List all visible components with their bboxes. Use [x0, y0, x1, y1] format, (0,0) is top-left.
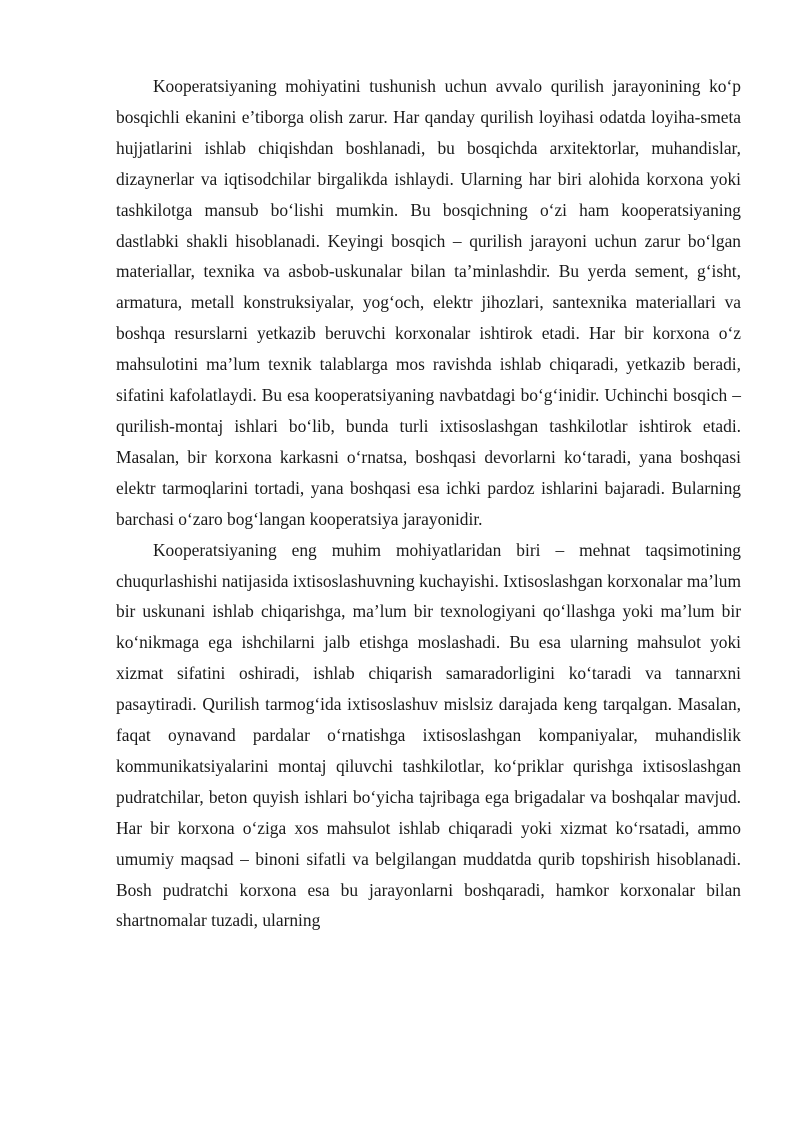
paragraph-2: Kooperatsiyaning eng muhim mohiyatlaridan biri – mehnat taqsimotining chuqurlashishi natijasida ixtisoslashuvning kuchayishi. Ixtisoslashgan korxonalar ma’lum bir uskunani ishlab chiqarishga, ma’lum bir texnologiyani qo‘llashga yoki ma’lum bir ko‘nikmaga ega ishchilarni jalb etishga moslashadi. Bu esa ularning mahsulot yoki xizmat sifatini oshiradi, ishlab chiqarish samaradorligini ko‘taradi va tannarxni pasaytiradi. Qurilish tarmog‘ida ixtisoslashuv mislsiz darajada keng tarqalgan. Masalan, faqat oynavand pardalar o‘rnatishga ixtisoslashgan kompaniyalar, muhandislik kommunikatsiyalarini montaj qiluvchi tashkilotlar, ko‘priklar qurishga ixtisoslashgan pudratchilar, beton quyish ishlari bo‘yicha tajribaga ega brigadalar va boshqalar mavjud. Har bir korxona o‘ziga xos mahsulot ishlab chiqaradi yoki xizmat ko‘rsatadi, ammo umumiy maqsad – binoni sifatli va belgilangan muddatda qurib topshirish hisoblanadi. Bosh pudratchi korxona esa bu jarayonlarni boshqaradi, hamkor korxonalar bilan shartnomalar tuzadi, ularning [116, 539, 741, 931]
paragraph-1: Kooperatsiyaning mohiyatini tushunish uchun avvalo qurilish jarayonining ko‘p bosqichli ekanini e’tiborga olish zarur. Har qanday qurilish loyihasi odatda loyiha-smeta hujjatlarini ishlab chiqishdan boshlanadi, bu bosqichda arxitektorlar, muhandislar, dizaynerlar va iqtisodchilar birgalikda ishlaydi. Ularning har biri alohida korxona yoki tashkilotga mansub bo‘lishi mumkin. Bu bosqichning o‘zi ham kooperatsiyaning dastlabki shakli hisoblanadi. Keyingi bosqich – qurilish jarayoni uchun zarur bo‘lgan materiallar, texnika va asbob-uskunalar bilan ta’minlashdir. Bu yerda sement, g‘isht, armatura, metall konstruksiyalar, yog‘och, elektr jihozlari, santexnika materiallari va boshqa resurslarni yetkazib beruvchi korxonalar ishtirok etadi. Har bir korxona o‘z mahsulotini ma’lum texnik talablarga mos ravishda ishlab chiqaradi, yetkazib beradi, sifatini kafolatlaydi. Bu esa kooperatsiyaning navbatdagi bo‘g‘inidir. Uchinchi bosqich – qurilish-montaj ishlari bo‘lib, bunda turli ixtisoslashgan tashkilotlar ishtirok etadi. Masalan, bir korxona karkasni o‘rnatsa, boshqasi devorlarni ko‘taradi, yana boshqasi elektr tarmoqlarini tortadi, yana boshqasi esa ichki pardoz ishlarini bajaradi. Bularning barchasi o‘zaro bog‘langan kooperatsiya jarayonidir. [116, 76, 741, 529]
document-page [116, 71, 741, 936]
